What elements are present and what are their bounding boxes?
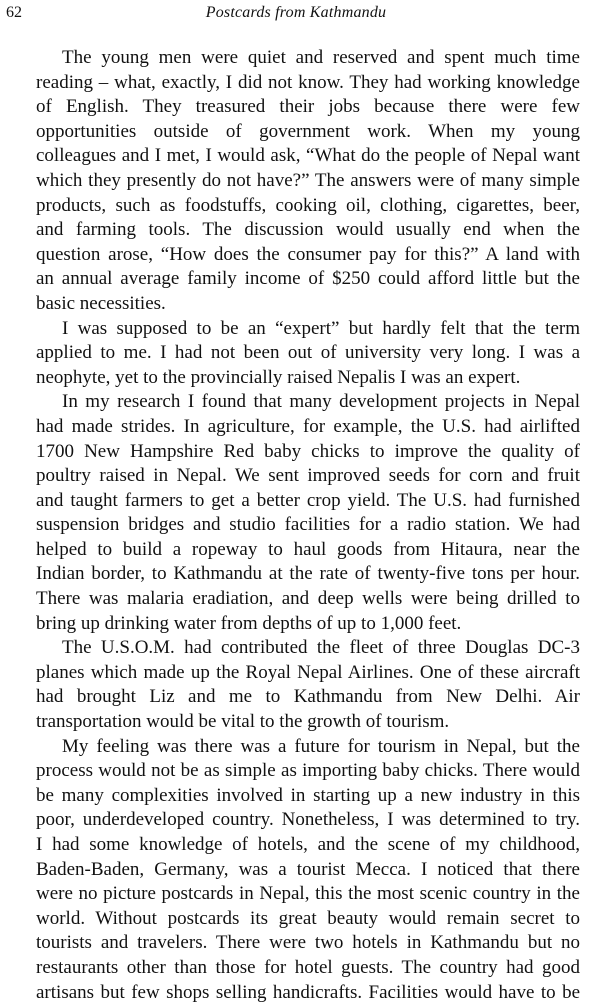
text-line: process would not be as simple as importing baby chicks. There would (36, 760, 580, 782)
paragraph (36, 636, 580, 734)
running-head (6, 3, 586, 27)
text-line: poultry raised in Nepal. We sent improved seeds for corn and fruit (36, 465, 580, 487)
text-line: and farming tools. The discussion would usually end when the (36, 219, 580, 241)
paragraph (36, 46, 580, 317)
text-line: I had some knowledge of hotels, and the scene of my childhood, (36, 834, 580, 855)
text-line: Baden-Baden, Germany, was a tourist Mecca. I noticed that there (36, 858, 580, 880)
text-line: world. Without postcards its great beauty would remain secret to (36, 907, 580, 929)
text-line: had made strides. In agriculture, for example, the U.S. had airlifted (36, 415, 580, 437)
text-line: of English. They treasured their jobs because there were few (36, 96, 580, 118)
text-line: transportation would be vital to the growth of tourism. (36, 711, 450, 733)
text-line: which they presently do not have?” The answers were of many simple (36, 169, 580, 191)
text-line: bring up drinking water from depths of up to 1,000 feet. (36, 612, 462, 634)
text-line: tourists and travelers. There were two hotels in Kathmandu but no (36, 932, 580, 954)
text-line: 1700 New Hampshire Red baby chicks to improve the quality of (36, 440, 580, 462)
paragraph (36, 735, 580, 1005)
text-line: products, such as foodstuffs, cooking oil, clothing, cigarettes, beer, (36, 194, 580, 216)
text-line: colleagues and I met, I would ask, “What do the people of Nepal want (36, 145, 580, 167)
text-line: suspension bridges and studio facilities for a radio station. We had (36, 514, 580, 536)
body-text (36, 46, 580, 1005)
text-line: had brought Liz and me to Kathmandu from New Delhi. Air (36, 686, 580, 708)
text-line: In my research I found that many development projects in Nepal (62, 391, 580, 413)
text-line: an annual average family income of $250 could afford little but the (36, 268, 580, 290)
text-line: There was malaria eradiation, and deep wells were being drilled to (36, 588, 580, 610)
text-line: basic necessities. (36, 292, 166, 314)
paragraph (36, 390, 580, 636)
running-title: Postcards from Kathmandu (205, 4, 387, 21)
text-line: I was supposed to be an “expert” but hardly felt that the term (62, 317, 580, 339)
text-line: artisans but few shops selling handicrafts. Facilities would have to be (36, 981, 580, 1003)
text-line: opportunities outside of government work. When my young (36, 120, 580, 142)
text-line: Indian border, to Kathmandu at the rate of twenty-five tons per hour. (36, 563, 580, 585)
text-line: restaurants other than those for hotel guests. The country had good (36, 956, 580, 978)
text-line: and taught farmers to get a better crop yield. The U.S. had furnished (36, 489, 580, 511)
paragraph (36, 317, 580, 391)
page-number: 62 (6, 4, 22, 21)
text-line: reading – what, exactly, I did not know. They had working knowledge (36, 71, 580, 93)
text-line: The U.S.O.M. had contributed the fleet of three Douglas DC-3 (62, 637, 580, 659)
text-line: The young men were quiet and reserved and spent much time (62, 47, 580, 68)
text-line: poor, underdeveloped country. Nonetheless, I was determined to try. (36, 809, 580, 831)
text-line: be many complexities involved in starting up a new industry in this (36, 784, 580, 806)
text-line: applied to me. I had not been out of university very long. I was a (36, 342, 580, 364)
text-line: question arose, “How does the consumer pay for this?” A land with (36, 243, 580, 265)
text-line: My feeling was there was a future for tourism in Nepal, but the (62, 735, 580, 757)
text-line: planes which made up the Royal Nepal Airlines. One of these aircraft (36, 661, 580, 683)
text-line: were no picture postcards in Nepal, this the most scenic country in the (36, 883, 580, 905)
text-line: helped to build a ropeway to haul goods from Hitaura, near the (36, 538, 580, 560)
text-line: neophyte, yet to the provincially raised Nepalis I was an expert. (36, 366, 521, 388)
